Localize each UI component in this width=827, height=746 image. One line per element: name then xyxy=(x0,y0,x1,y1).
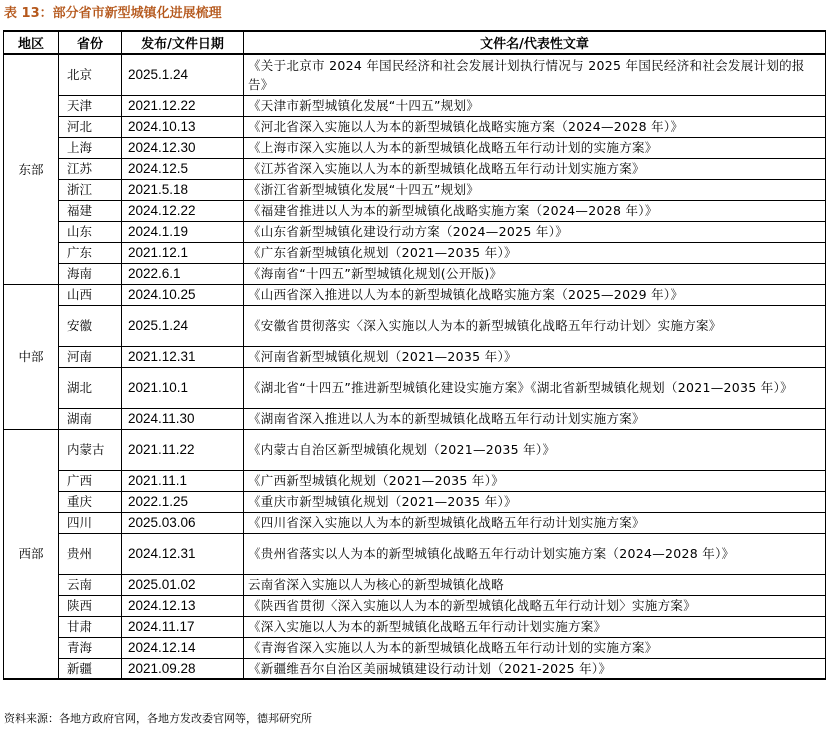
province-cell: 北京 xyxy=(59,54,122,95)
document-cell: 《关于北京市 2024 年国民经济和社会发展计划执行情况与 2025 年国民经济和社会发展计划的报告》 xyxy=(244,54,826,95)
province-cell: 福建 xyxy=(59,200,122,221)
document-cell: 《山西省深入推进以人为本的新型城镇化战略实施方案（2025—2029 年）》 xyxy=(244,284,826,305)
document-cell: 《福建省推进以人为本的新型城镇化战略实施方案（2024—2028 年）》 xyxy=(244,200,826,221)
date-cell: 2021.11.1 xyxy=(122,470,244,491)
document-cell: 《陕西省贯彻〈深入实施以人为本的新型城镇化战略五年行动计划〉实施方案》 xyxy=(244,595,826,616)
province-cell: 广西 xyxy=(59,470,122,491)
header-date: 发布/文件日期 xyxy=(122,31,244,54)
document-cell: 《海南省“十四五”新型城镇化规划(公开版)》 xyxy=(244,263,826,284)
table-row xyxy=(4,346,826,367)
table-row xyxy=(4,595,826,616)
table-body xyxy=(4,54,826,679)
region-cell: 东部 xyxy=(4,54,59,284)
province-cell: 甘肃 xyxy=(59,616,122,637)
province-cell: 浙江 xyxy=(59,179,122,200)
table-row xyxy=(4,512,826,533)
table-row xyxy=(4,574,826,595)
table-row xyxy=(4,637,826,658)
province-cell: 天津 xyxy=(59,95,122,116)
province-cell: 山西 xyxy=(59,284,122,305)
table-row xyxy=(4,54,826,95)
date-cell: 2025.1.24 xyxy=(122,305,244,346)
date-cell: 2024.1.19 xyxy=(122,221,244,242)
province-cell: 广东 xyxy=(59,242,122,263)
province-cell: 河南 xyxy=(59,346,122,367)
table-row xyxy=(4,116,826,137)
document-cell: 《贵州省落实以人为本的新型城镇化战略五年行动计划实施方案（2024—2028 年）》 xyxy=(244,533,826,574)
document-cell: 《内蒙古自治区新型城镇化规划（2021—2035 年）》 xyxy=(244,429,826,470)
document-cell: 《江苏省深入实施以人为本的新型城镇化战略五年行动计划实施方案》 xyxy=(244,158,826,179)
document-cell: 云南省深入实施以人为核心的新型城镇化战略 xyxy=(244,574,826,595)
document-cell: 《重庆市新型城镇化规划（2021—2035 年）》 xyxy=(244,491,826,512)
table-row xyxy=(4,658,826,679)
date-cell: 2024.10.25 xyxy=(122,284,244,305)
table-row xyxy=(4,305,826,346)
table-row xyxy=(4,533,826,574)
table-row xyxy=(4,616,826,637)
province-cell: 内蒙古 xyxy=(59,429,122,470)
date-cell: 2025.03.06 xyxy=(122,512,244,533)
province-cell: 陕西 xyxy=(59,595,122,616)
province-cell: 青海 xyxy=(59,637,122,658)
table-row xyxy=(4,137,826,158)
document-cell: 《青海省深入实施以人为本的新型城镇化战略五年行动计划的实施方案》 xyxy=(244,637,826,658)
date-cell: 2024.12.30 xyxy=(122,137,244,158)
urbanization-table xyxy=(3,30,826,680)
province-cell: 四川 xyxy=(59,512,122,533)
document-cell: 《安徽省贯彻落实〈深入实施以人为本的新型城镇化战略五年行动计划〉实施方案》 xyxy=(244,305,826,346)
table-row xyxy=(4,491,826,512)
date-cell: 2024.10.13 xyxy=(122,116,244,137)
document-cell: 《河南省新型城镇化规划（2021—2035 年）》 xyxy=(244,346,826,367)
province-cell: 新疆 xyxy=(59,658,122,679)
source-note: 资料来源：各地方政府官网，各地方发改委官网等，德邦研究所 xyxy=(4,712,312,725)
table-row xyxy=(4,95,826,116)
table-row xyxy=(4,200,826,221)
table-row xyxy=(4,429,826,470)
date-cell: 2021.10.1 xyxy=(122,367,244,408)
document-cell: 《广西新型城镇化规划（2021—2035 年）》 xyxy=(244,470,826,491)
date-cell: 2024.11.17 xyxy=(122,616,244,637)
table-row xyxy=(4,408,826,429)
date-cell: 2021.5.18 xyxy=(122,179,244,200)
province-cell: 山东 xyxy=(59,221,122,242)
province-cell: 湖北 xyxy=(59,367,122,408)
date-cell: 2021.12.31 xyxy=(122,346,244,367)
province-cell: 贵州 xyxy=(59,533,122,574)
region-cell: 西部 xyxy=(4,429,59,679)
table-row xyxy=(4,284,826,305)
date-cell: 2024.12.14 xyxy=(122,637,244,658)
table-row xyxy=(4,221,826,242)
date-cell: 2021.09.28 xyxy=(122,658,244,679)
table-row xyxy=(4,242,826,263)
table-row xyxy=(4,179,826,200)
document-cell: 《山东省新型城镇化建设行动方案（2024—2025 年）》 xyxy=(244,221,826,242)
province-cell: 海南 xyxy=(59,263,122,284)
province-cell: 江苏 xyxy=(59,158,122,179)
date-cell: 2024.12.22 xyxy=(122,200,244,221)
region-cell: 中部 xyxy=(4,284,59,429)
document-cell: 《天津市新型城镇化发展“十四五”规划》 xyxy=(244,95,826,116)
date-cell: 2022.1.25 xyxy=(122,491,244,512)
header-region: 地区 xyxy=(4,31,59,54)
province-cell: 安徽 xyxy=(59,305,122,346)
province-cell: 湖南 xyxy=(59,408,122,429)
table-row xyxy=(4,470,826,491)
province-cell: 上海 xyxy=(59,137,122,158)
date-cell: 2024.11.30 xyxy=(122,408,244,429)
province-cell: 河北 xyxy=(59,116,122,137)
document-cell: 《深入实施以人为本的新型城镇化战略五年行动计划实施方案》 xyxy=(244,616,826,637)
table-row xyxy=(4,263,826,284)
date-cell: 2024.12.5 xyxy=(122,158,244,179)
date-cell: 2024.12.31 xyxy=(122,533,244,574)
province-cell: 重庆 xyxy=(59,491,122,512)
table-title: 表 13：部分省市新型城镇化进展梳理 xyxy=(4,6,222,21)
province-cell: 云南 xyxy=(59,574,122,595)
table-row xyxy=(4,367,826,408)
date-cell: 2024.12.13 xyxy=(122,595,244,616)
document-cell: 《新疆维吾尔自治区美丽城镇建设行动计划（2021-2025 年）》 xyxy=(244,658,826,679)
table-row xyxy=(4,158,826,179)
header-province: 省份 xyxy=(59,31,122,54)
document-cell: 《上海市深入实施以人为本的新型城镇化战略五年行动计划的实施方案》 xyxy=(244,137,826,158)
document-cell: 《河北省深入实施以人为本的新型城镇化战略实施方案（2024—2028 年）》 xyxy=(244,116,826,137)
date-cell: 2022.6.1 xyxy=(122,263,244,284)
header-document: 文件名/代表性文章 xyxy=(244,31,826,54)
date-cell: 2021.11.22 xyxy=(122,429,244,470)
document-cell: 《湖北省“十四五”推进新型城镇化建设实施方案》《湖北省新型城镇化规划（2021—2035 年）》 xyxy=(244,367,826,408)
document-cell: 《湖南省深入推进以人为本的新型城镇化战略五年行动计划实施方案》 xyxy=(244,408,826,429)
document-cell: 《广东省新型城镇化规划（2021—2035 年）》 xyxy=(244,242,826,263)
date-cell: 2025.01.02 xyxy=(122,574,244,595)
document-cell: 《浙江省新型城镇化发展“十四五”规划》 xyxy=(244,179,826,200)
header-row xyxy=(4,31,826,54)
date-cell: 2021.12.22 xyxy=(122,95,244,116)
date-cell: 2025.1.24 xyxy=(122,54,244,95)
date-cell: 2021.12.1 xyxy=(122,242,244,263)
document-cell: 《四川省深入实施以人为本的新型城镇化战略五年行动计划实施方案》 xyxy=(244,512,826,533)
